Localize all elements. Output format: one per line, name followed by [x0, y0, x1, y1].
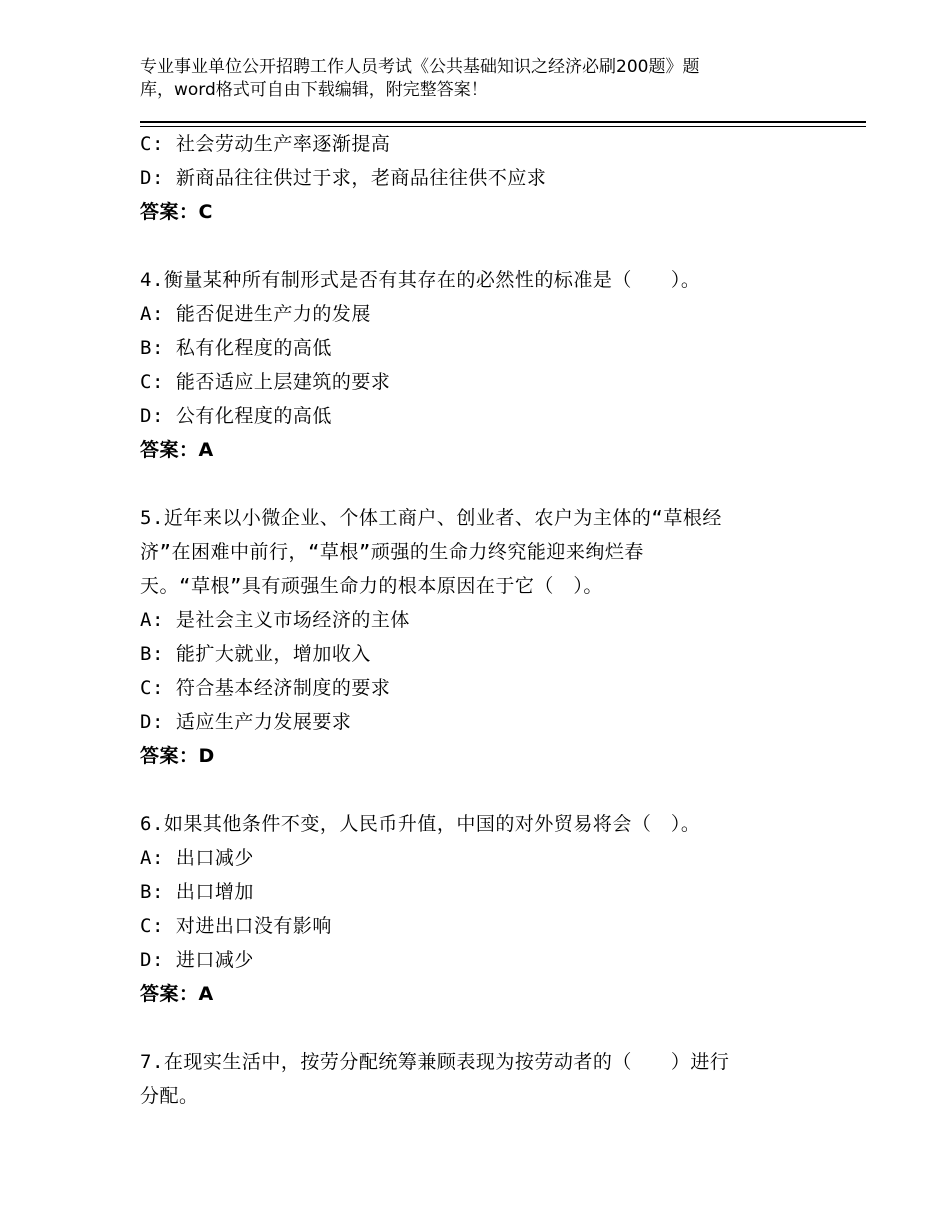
option-a: A: 出口减少: [140, 847, 254, 869]
option-b: B: 能扩大就业，增加收入: [140, 643, 371, 665]
question-3: [140, 127, 830, 229]
option-b: B: 私有化程度的高低: [140, 337, 332, 359]
question-stem-line-1: 5.近年来以小微企业、个体工商户、创业者、农户为主体的“草根经: [140, 507, 722, 529]
option-d: D: 适应生产力发展要求: [140, 711, 352, 733]
question-7: [140, 1045, 830, 1113]
header-title-line-1: 专业事业单位公开招聘工作人员考试《公共基础知识之经济必刷200题》题: [140, 57, 700, 77]
option-d: D: 进口减少: [140, 949, 254, 971]
question-stem-line-2: 济”在困难中前行，“草根”顽强的生命力终究能迎来绚烂春: [140, 541, 644, 563]
option-b: B: 出口增加: [140, 881, 254, 903]
question-stem-line-2: 分配。: [140, 1085, 199, 1107]
option-d: D: 公有化程度的高低: [140, 405, 332, 427]
document-header: [140, 56, 780, 102]
spacer: [140, 1011, 830, 1045]
question-stem-line-3: 天。“草根”具有顽强生命力的根本原因在于它（ ）。: [140, 575, 603, 597]
question-list: [140, 127, 830, 1113]
option-a: A: 是社会主义市场经济的主体: [140, 609, 410, 631]
option-c: C: 能否适应上层建筑的要求: [140, 371, 391, 393]
spacer: [140, 467, 830, 501]
option-c: C: 社会劳动生产率逐渐提高: [140, 133, 391, 155]
question-6: [140, 807, 830, 1011]
option-a: A: 能否促进生产力的发展: [140, 303, 371, 325]
question-stem: 6.如果其他条件不变，人民币升值，中国的对外贸易将会（ ）。: [140, 813, 701, 835]
answer: 答案：A: [140, 439, 214, 461]
option-d: D: 新商品往往供过于求，老商品往往供不应求: [140, 167, 547, 189]
question-stem-line-1: 7.在现实生活中，按劳分配统筹兼顾表现为按劳动者的（ ）进行: [140, 1051, 730, 1073]
spacer: [140, 773, 830, 807]
answer: 答案：A: [140, 983, 214, 1005]
question-4: [140, 263, 830, 467]
answer: 答案：C: [140, 201, 213, 223]
option-c: C: 符合基本经济制度的要求: [140, 677, 391, 699]
header-title-line-2: 库，word格式可自由下载编辑，附完整答案！: [140, 80, 488, 100]
spacer: [140, 229, 830, 263]
option-c: C: 对进出口没有影响: [140, 915, 332, 937]
question-stem: 4.衡量某种所有制形式是否有其存在的必然性的标准是（ ）。: [140, 269, 701, 291]
answer: 答案：D: [140, 745, 215, 767]
question-5: [140, 501, 830, 773]
